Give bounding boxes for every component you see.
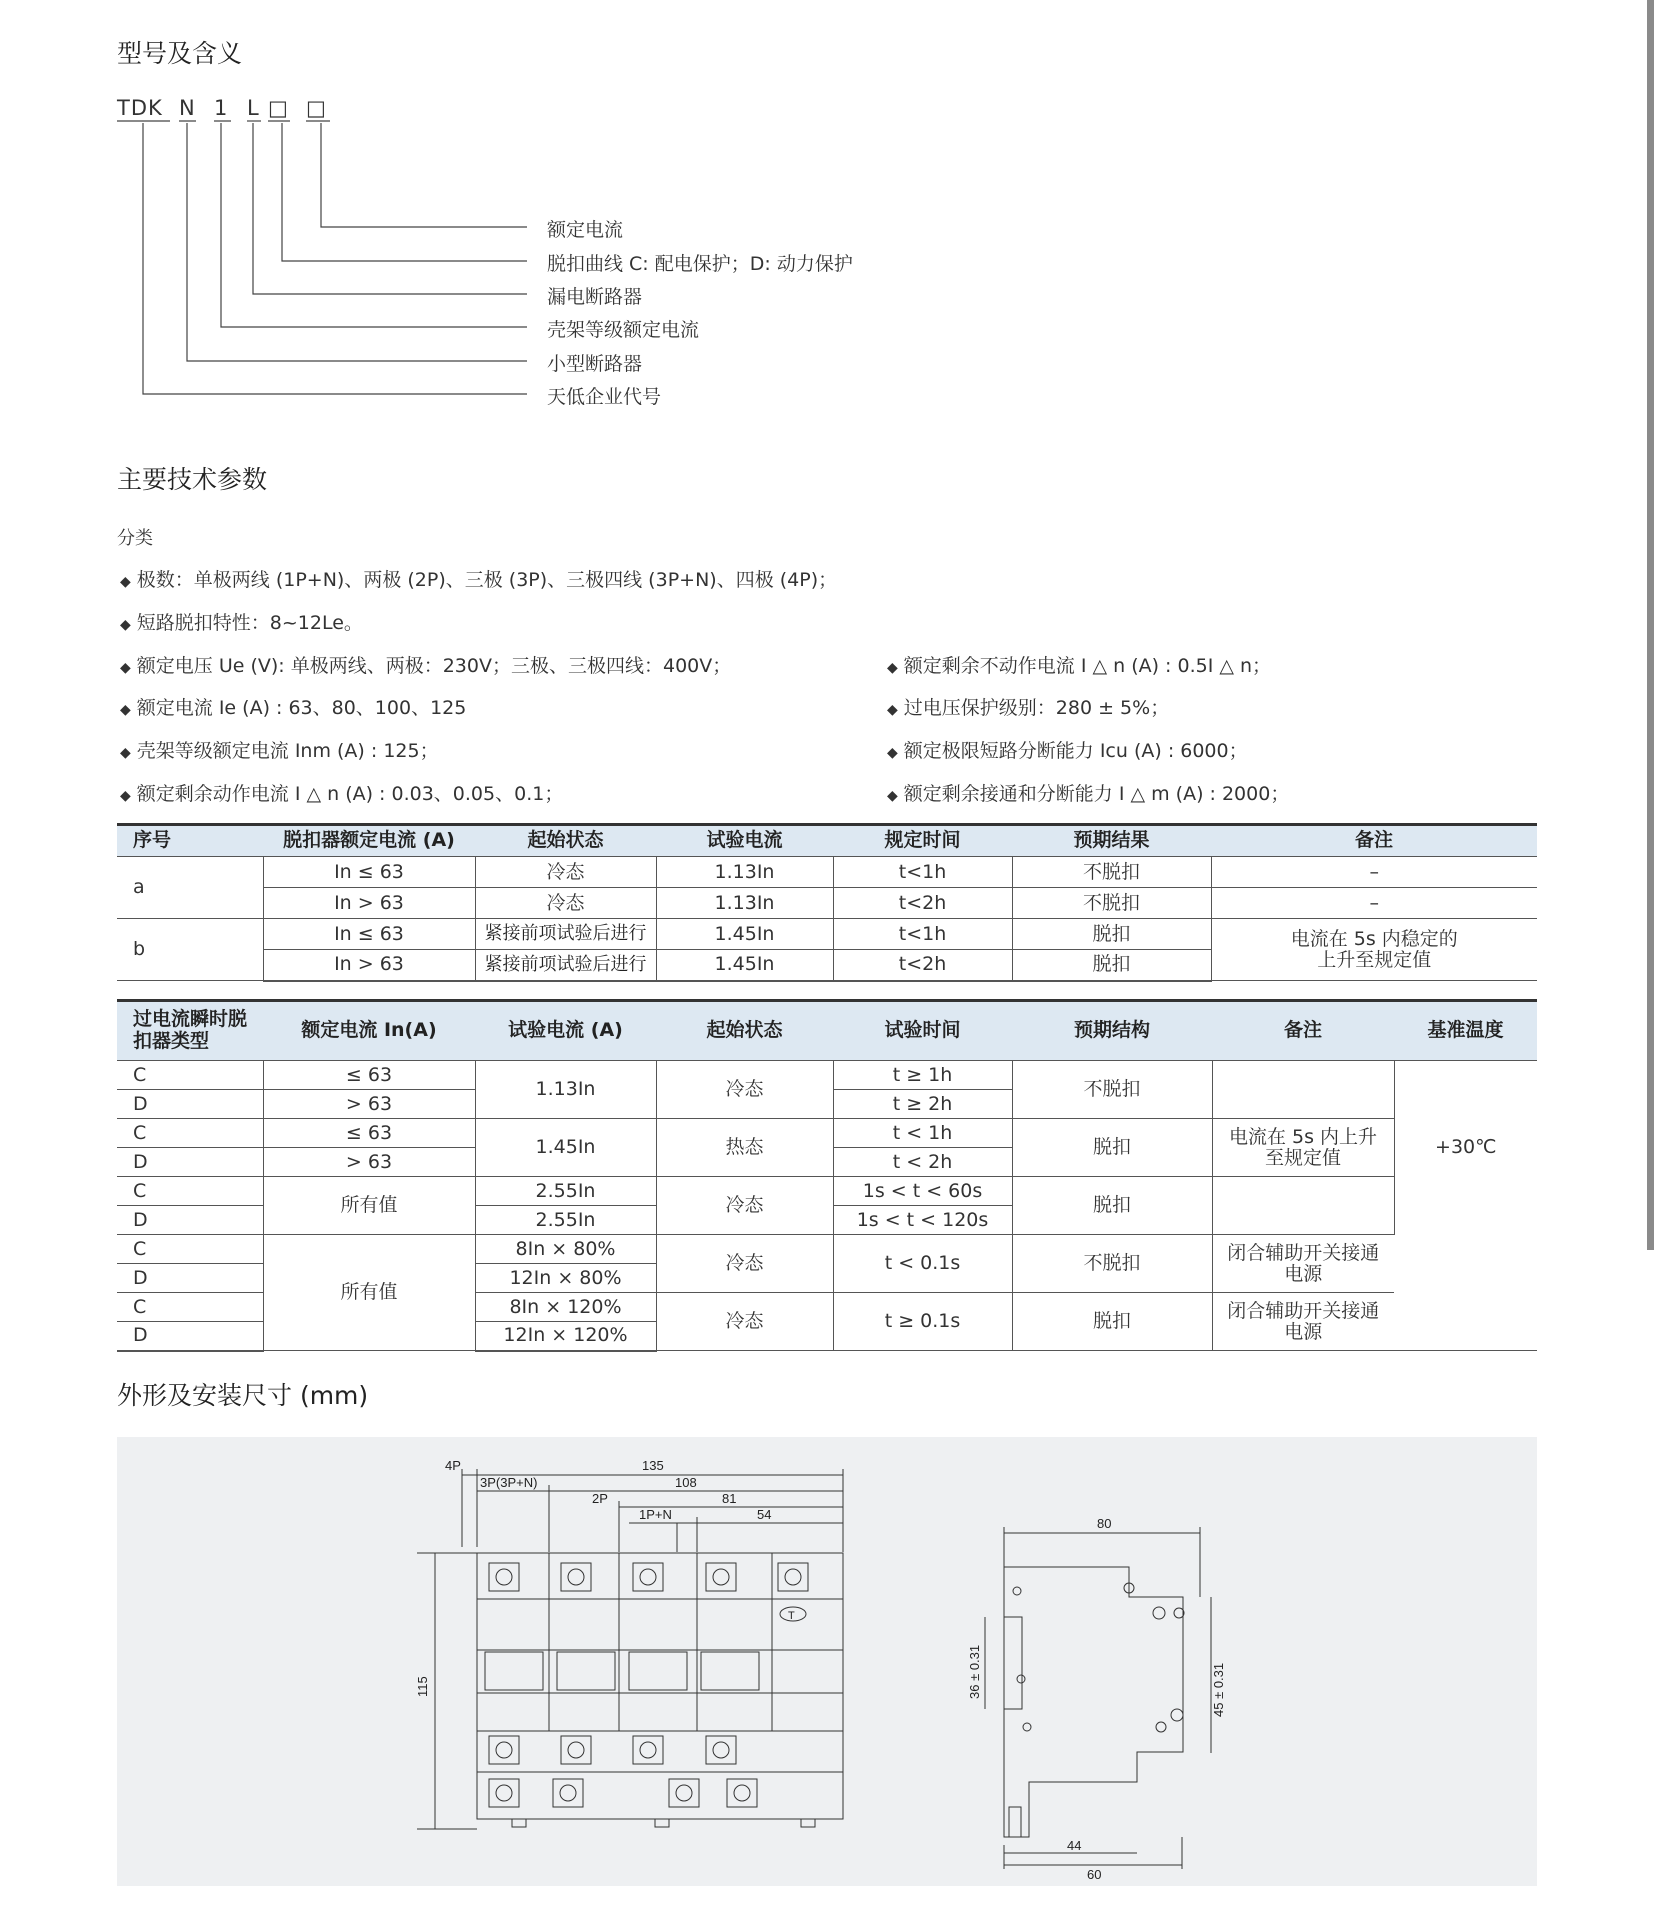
cell: 冷态 [656, 1061, 833, 1119]
meaning-small-breaker: 小型断路器 [547, 353, 643, 375]
cell: 脱扣 [1012, 1177, 1212, 1235]
front-view-drawing [117, 1437, 1537, 1886]
meaning-frame-current: 壳架等级额定电流 [547, 319, 700, 341]
meaning-trip-curve: 脱扣曲线 C: 配电保护；D: 动力保护 [547, 253, 853, 275]
col-header-temperature: 基准温度 [1394, 1001, 1537, 1061]
cell: 1s < t < 60s [833, 1177, 1012, 1206]
type-cell: D [117, 1206, 263, 1235]
table-row [117, 1235, 1537, 1264]
note-text: 闭合辅助开关接通电源 [1227, 1299, 1380, 1343]
cell: 冷态 [475, 888, 656, 919]
type-cell: D [117, 1264, 263, 1293]
table-header-row [117, 825, 1537, 857]
table-row [117, 1119, 1537, 1148]
type-cell: C [117, 1061, 263, 1090]
col-header-result: 预期结构 [1012, 1001, 1212, 1061]
bullet-breaking-capacity: ◆ 额定极限短路分断能力 Icu (A) : 6000； [887, 740, 1248, 762]
dim-label-81: 81 [722, 1491, 737, 1506]
col-header-note: 备注 [1212, 1001, 1394, 1061]
col-header-test-current: 试验电流 [656, 825, 833, 857]
page-edge-bar [1647, 0, 1654, 1250]
note-text: 电流在 5s 内稳定的上升至规定值 [1290, 927, 1458, 971]
table-overload-test [117, 823, 1537, 982]
dim-label-108: 108 [675, 1475, 697, 1490]
section-title-params: 主要技术参数 [117, 465, 268, 494]
cell: – [1211, 888, 1537, 919]
cell: 1.13In [475, 1061, 656, 1119]
cell: In ≤ 63 [263, 919, 475, 950]
cell: ≤ 63 [263, 1061, 475, 1090]
cell: t < 0.1s [833, 1235, 1012, 1293]
cell: 紧接前项试验后进行 [475, 950, 656, 981]
cell: t<2h [833, 888, 1012, 919]
cell: t<2h [833, 950, 1012, 981]
cell: > 63 [263, 1148, 475, 1177]
dim-label-115: 115 [415, 1676, 430, 1697]
cell: 1.45In [656, 950, 833, 981]
cell: 紧接前项试验后进行 [475, 919, 656, 950]
cell [1394, 1235, 1537, 1351]
bullet-residual-operating: ◆ 额定剩余动作电流 I △ n (A) : 0.03、0.05、0.1； [120, 783, 564, 805]
diamond-icon: ◆ [120, 788, 131, 804]
cell: 12In × 120% [475, 1322, 656, 1351]
type-cell: D [117, 1148, 263, 1177]
cell: In ≤ 63 [263, 857, 475, 888]
dim-label-4p: 4P [445, 1458, 461, 1473]
table-instantaneous-trip [117, 999, 1537, 1352]
cell: In > 63 [263, 888, 475, 919]
note-text: 闭合辅助开关接通电源 [1227, 1241, 1380, 1285]
bullet-residual-non-operating: ◆ 额定剩余不动作电流 I △ n (A) : 0.5I △ n； [887, 655, 1272, 677]
note-text: 电流在 5s 内上升至规定值 [1228, 1125, 1378, 1169]
model-part-box-2: □ [306, 96, 327, 120]
cell: 1.13In [656, 857, 833, 888]
cell: t < 2h [833, 1148, 1012, 1177]
header-text: 过电流瞬时脱扣器类型 [133, 1008, 248, 1052]
cell: t<1h [833, 857, 1012, 888]
meaning-leakage-breaker: 漏电断路器 [547, 286, 643, 308]
col-header-type [117, 1001, 263, 1061]
cell: 8In × 80% [475, 1235, 656, 1264]
diamond-icon: ◆ [120, 617, 131, 633]
cell: 冷态 [656, 1177, 833, 1235]
cell: – [1211, 857, 1537, 888]
dim-label-45: 45 ± 0.31 [1211, 1662, 1226, 1717]
dim-label-2p: 2P [592, 1491, 608, 1506]
cell: 1s < t < 120s [833, 1206, 1012, 1235]
cell: 冷态 [475, 857, 656, 888]
dim-label-60: 60 [1087, 1867, 1102, 1882]
cell: t ≥ 1h [833, 1061, 1012, 1090]
dim-label-44: 44 [1067, 1838, 1082, 1853]
cell: 不脱扣 [1012, 1061, 1212, 1119]
bullet-residual-making: ◆ 额定剩余接通和分断能力 I △ m (A) : 2000； [887, 783, 1290, 805]
table-row [117, 1061, 1537, 1090]
col-header-seq: 序号 [117, 825, 263, 857]
diamond-icon: ◆ [887, 660, 898, 676]
type-cell: C [117, 1293, 263, 1322]
meaning-rated-current: 额定电流 [547, 219, 624, 241]
cell [1212, 1061, 1394, 1119]
col-header-note: 备注 [1211, 825, 1537, 857]
col-header-rated-current: 脱扣器额定电流 (A) [263, 825, 475, 857]
cell: 不脱扣 [1012, 888, 1211, 919]
table-row [117, 919, 1537, 950]
cell: 脱扣 [1012, 950, 1211, 981]
diamond-icon: ◆ [120, 745, 131, 761]
dim-label-36: 36 ± 0.31 [967, 1644, 982, 1699]
bullet-frame-current: ◆ 壳架等级额定电流 Inm (A) : 125； [120, 740, 439, 762]
diamond-icon: ◆ [887, 702, 898, 718]
table-row [117, 1177, 1537, 1206]
model-part-tdk: TDK [117, 96, 163, 120]
section-subtitle-classification: 分类 [117, 528, 153, 549]
cell [1212, 1293, 1394, 1351]
model-part-n: N [179, 96, 196, 120]
cell: 脱扣 [1012, 1293, 1212, 1351]
cell: 1.45In [656, 919, 833, 950]
cell: t ≥ 2h [833, 1090, 1012, 1119]
model-leader-lines [0, 0, 560, 420]
cell: 所有值 [263, 1235, 475, 1351]
diamond-icon: ◆ [887, 788, 898, 804]
cell: 冷态 [656, 1235, 833, 1293]
group-label-a: a [117, 857, 263, 919]
cell: 12In × 80% [475, 1264, 656, 1293]
cell: > 63 [263, 1090, 475, 1119]
type-cell: D [117, 1322, 263, 1351]
col-header-result: 预期结果 [1012, 825, 1211, 857]
section-title-model: 型号及含义 [117, 39, 243, 68]
table-row [117, 888, 1537, 919]
section-title-dimensions: 外形及安装尺寸 (mm) [117, 1381, 369, 1410]
col-header-time: 规定时间 [833, 825, 1012, 857]
cell: In > 63 [263, 950, 475, 981]
diamond-icon: ◆ [120, 702, 131, 718]
cell: 8In × 120% [475, 1293, 656, 1322]
cell: t<1h [833, 919, 1012, 950]
dim-label-135: 135 [642, 1458, 664, 1473]
col-header-start-state: 起始状态 [475, 825, 656, 857]
group-label-b: b [117, 919, 263, 981]
test-button-label: T [788, 1610, 795, 1622]
model-part-box-1: □ [268, 96, 289, 120]
cell: 不脱扣 [1012, 857, 1211, 888]
model-part-1: 1 [214, 96, 229, 120]
dim-label-3p: 3P(3P+N) [480, 1475, 538, 1490]
cell [1212, 1235, 1394, 1293]
bullet-rated-current: ◆ 额定电流 Ie (A) : 63、80、100、125 [120, 697, 467, 719]
bullet-poles: ◆ 极数：单极两线 (1P+N)、两极 (2P)、三极 (3P)、三极四线 (3P+N)、四极 (4P)； [120, 569, 838, 591]
bullet-short-circuit: ◆ 短路脱扣特性：8~12Le。 [120, 612, 363, 634]
col-header-test-current: 试验电流 (A) [475, 1001, 656, 1061]
cell: 1.13In [656, 888, 833, 919]
type-cell: C [117, 1119, 263, 1148]
bullet-overvoltage: ◆ 过电压保护级别：280 ± 5%； [887, 697, 1170, 719]
bullet-rated-voltage: ◆ 额定电压 Ue (V): 单极两线、两极：230V；三极、三极四线：400V； [120, 655, 732, 677]
cell: 2.55In [475, 1177, 656, 1206]
cell: 所有值 [263, 1177, 475, 1235]
type-cell: C [117, 1235, 263, 1264]
type-cell: D [117, 1090, 263, 1119]
cell: t < 1h [833, 1119, 1012, 1148]
diamond-icon: ◆ [120, 574, 131, 590]
cell [1212, 1119, 1394, 1177]
dim-label-54: 54 [757, 1507, 772, 1522]
dim-label-80: 80 [1097, 1516, 1112, 1531]
cell: 热态 [656, 1119, 833, 1177]
cell [1212, 1177, 1394, 1235]
cell: 脱扣 [1012, 1119, 1212, 1177]
col-header-rated-current: 额定电流 In(A) [263, 1001, 475, 1061]
diamond-icon: ◆ [887, 745, 898, 761]
diamond-icon: ◆ [120, 660, 131, 676]
col-header-test-time: 试验时间 [833, 1001, 1012, 1061]
cell: t ≥ 0.1s [833, 1293, 1012, 1351]
cell: 不脱扣 [1012, 1235, 1212, 1293]
note-stable-rise [1211, 919, 1537, 981]
cell: 2.55In [475, 1206, 656, 1235]
cell: 冷态 [656, 1293, 833, 1351]
cell: 1.45In [475, 1119, 656, 1177]
temp-cell: +30℃ [1394, 1061, 1537, 1235]
dim-label-1pn: 1P+N [639, 1507, 672, 1522]
cell: 脱扣 [1012, 919, 1211, 950]
table-row [117, 857, 1537, 888]
type-cell: C [117, 1177, 263, 1206]
meaning-company-code: 天低企业代号 [547, 386, 662, 408]
cell: ≤ 63 [263, 1119, 475, 1148]
col-header-start-state: 起始状态 [656, 1001, 833, 1061]
model-part-l: L [247, 96, 260, 120]
table-header-row [117, 1001, 1537, 1061]
